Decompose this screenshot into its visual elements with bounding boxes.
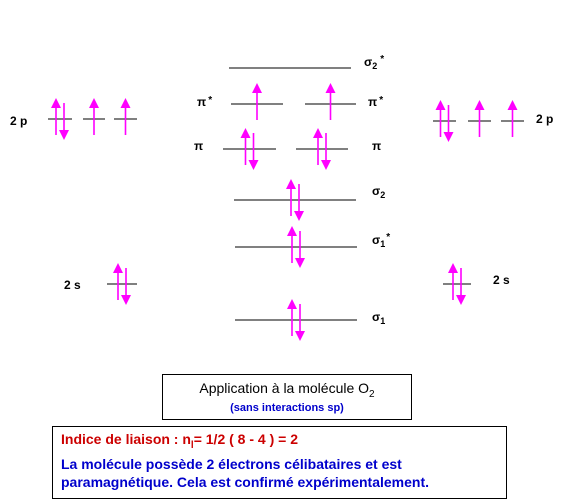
label-right-2s: 2 s (493, 273, 510, 287)
label-pi-left: π (194, 139, 204, 153)
label-sigma1-star: $\sigma_1^*$ (372, 232, 391, 249)
electrons (56, 88, 513, 336)
label-pi-star-left: π * (197, 95, 213, 109)
caption-box (162, 374, 412, 420)
label-left-2s: 2 s (64, 278, 81, 292)
info-line-2: La molécule possède 2 électrons célibataires et est (61, 455, 402, 472)
caption-title: Application à la molécule $O_2$ (199, 380, 375, 400)
caption-subtitle: (sans interactions sp) (230, 401, 344, 414)
bond-order-line: Indice de liaison : $n_l= 1/2$ ( 8 - 4 ) = 2 (61, 431, 298, 451)
info-box (52, 426, 507, 499)
label-sigma2-star: $\sigma_2^*$ (364, 54, 385, 71)
label-pi-star-right: π * (368, 95, 384, 109)
label-sigma2: $\sigma_2$ (372, 184, 386, 200)
label-pi-right: π (372, 139, 382, 153)
label-sigma1: $\sigma_1$ (372, 310, 386, 326)
label-right-2p: 2 p (536, 112, 554, 126)
info-line-3: paramagnétique. Cela est confirmé expérimentalement. (61, 473, 430, 490)
label-left-2p: 2 p (10, 114, 28, 128)
